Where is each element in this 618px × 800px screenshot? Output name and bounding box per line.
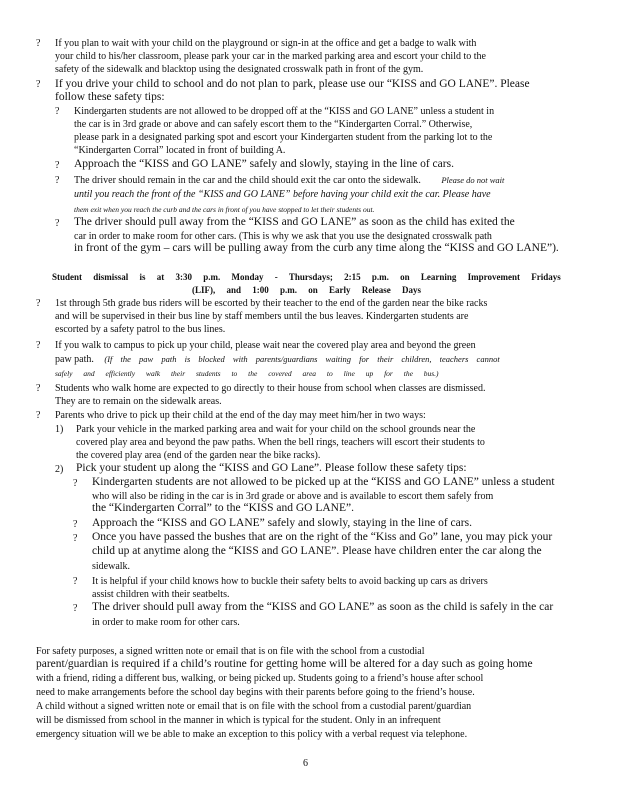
page-number: 6 (303, 758, 308, 769)
text-line: the “Kindergarten Corral” to the “KISS and GO LANE”. (92, 502, 354, 514)
bullet-marker: ? (73, 576, 78, 587)
bullet-marker: ? (36, 383, 41, 394)
text-line: assist children with their seatbelts. (92, 589, 230, 600)
text-line: need to make arrangements before the school day begins with their parents before going to the friend’s house. (36, 687, 475, 698)
bullet-marker: ? (55, 160, 60, 171)
text-line: Park your vehicle in the marked parking area and wait for your child on the school grounds near the (76, 424, 476, 435)
text-line: They are to remain on the sidewalk areas. (55, 396, 222, 407)
text-line-italic: until you reach the front of the “KISS and GO LANE” before having your child exit the car. Please have (74, 189, 491, 200)
text-line: For safety purposes, a signed written note or email that is on file with the school from a custodial (36, 646, 425, 657)
text-line: will be dismissed from school in the manner in which is typical for the student. Only in an infrequent (36, 715, 441, 726)
text-line: safety of the sidewalk and blacktop using the designated crosswalk path in front of the gym. (55, 64, 424, 75)
text-line: child up at anytime along the “KISS and GO LANE”. Please have children enter the car along the (92, 545, 542, 557)
bullet-marker: ? (36, 79, 41, 90)
list-number: 1) (55, 424, 64, 435)
bullet-marker: ? (36, 38, 41, 49)
text-line: It is helpful if your child knows how to buckle their safety belts to avoid backing up cars as drivers (92, 576, 488, 587)
text-line: in order to make room for other cars. (92, 617, 240, 628)
text-line: Students who walk home are expected to go directly to their house from school when classes are dismissed. (55, 383, 486, 394)
text-line: A child without a signed written note or email that is on file with the school from a custodial parent/guardian (36, 701, 472, 712)
list-number: 2) (55, 464, 64, 475)
text-line-italic: them exit when you reach the curb and the cars in front of you have stopped to let their students out. (74, 205, 375, 214)
text-line: please park in a designated parking spot and escort your Kindergarten student from the parking lot to the (74, 132, 493, 143)
text-line: sidewalk. (92, 561, 131, 572)
text-line: Parents who drive to pick up their child at the end of the day may meet him/her in two ways: (55, 410, 426, 421)
text-line: who will also be riding in the car is in 3rd grade or above and is available to escort them safely from (92, 491, 494, 502)
text-line: 1st through 5th grade bus riders will be escorted by their teacher to the end of the garden near the bike racks (55, 298, 488, 309)
bullet-marker: ? (36, 410, 41, 421)
text-line: escorted by a safety patrol to the bus lines. (55, 324, 226, 335)
text-line: “Kindergarten Corral” located in front of building A. (74, 145, 286, 156)
bullet-marker: ? (73, 478, 78, 489)
bullet-marker: ? (73, 603, 78, 614)
text-line: the car is in 3rd grade or above and can safely escort them to the “Kindergarten Corral.” Otherwise, (74, 119, 473, 130)
text-fragment-italic: (If the paw path is blocked with parents/guardians waiting for their children, teachers cannot (104, 354, 500, 364)
text-line: and will be supervised in their bus line by staff members until the bus leaves. Kindergarten students are (55, 311, 469, 322)
text-fragment-italic: Please do not wait (441, 175, 505, 185)
bullet-marker: ? (55, 218, 60, 229)
text-line: If you plan to wait with your child on the playground or sign-in at the office and get a badge to walk with (55, 38, 477, 49)
text-line: Kindergarten students are not allowed to be dropped off at the “KISS and GO LANE” unless a student in (74, 106, 495, 117)
text-line: in front of the gym – cars will be pulling away from the curb any time along the “KISS and GO LANE”). (74, 242, 559, 254)
text-line (55, 354, 500, 365)
text-line: If you walk to campus to pick up your child, please wait near the covered play area and beyond the green (55, 340, 476, 351)
bullet-marker: ? (36, 298, 41, 309)
dismissal-schedule: Student dismissal is at 3:30 p.m. Monday - Thursdays; 2:15 p.m. on Learning Improvement Fridays (52, 272, 561, 282)
text-line: with a friend, riding a different bus, walking, or being picked up. Students going to a friend’s house after school (36, 673, 484, 684)
text-line: Kindergarten students are not allowed to be picked up at the “KISS and GO LANE” unless a student (92, 476, 555, 488)
text-line: your child to his/her classroom, please park your car in the marked parking area and escort your child to the (55, 51, 486, 62)
dismissal-schedule: (LIF), and 1:00 p.m. on Early Release Days (192, 285, 421, 295)
text-line: Once you have passed the bushes that are on the right of the “Kiss and Go” lane, you may pick your (92, 531, 553, 543)
text-fragment: The driver should remain in the car and the child should exit the car onto the sidewalk. (74, 175, 421, 186)
text-line: The driver should pull away from the “KISS and GO LANE” as soon as the child has exited the (74, 216, 515, 228)
text-line: parent/guardian is required if a child’s routine for getting home will be altered for a day such as going home (36, 658, 533, 670)
text-line-italic: safely and efficiently walk their students to the covered area to line up for the bus.) (55, 369, 439, 378)
bullet-marker: ? (73, 533, 78, 544)
text-line: Approach the “KISS and GO LANE” safely and slowly, staying in the line of cars. (92, 517, 472, 529)
bullet-marker: ? (73, 519, 78, 530)
text-line: follow these safety tips: (55, 91, 165, 103)
text-line: car in order to make room for other cars. (This is why we ask that you use the designated crosswalk path (74, 231, 492, 242)
text-line: Pick your student up along the “KISS and GO Lane”. Please follow these safety tips: (76, 462, 467, 474)
text-line: covered play area and beyond the paw paths. When the bell rings, teachers will escort their students to (76, 437, 485, 448)
bullet-marker: ? (55, 106, 60, 117)
text-line: If you drive your child to school and do not plan to park, please use our “KISS and GO LANE”. Please (55, 78, 530, 90)
text-line (74, 175, 504, 186)
text-line: emergency situation will we be able to make an exception to this policy with a verbal request via telephone. (36, 729, 468, 740)
text-fragment: paw path. (55, 354, 94, 365)
bullet-marker: ? (55, 175, 60, 186)
text-line: The driver should pull away from the “KISS and GO LANE” as soon as the child is safely in the car (92, 601, 554, 613)
text-line: Approach the “KISS and GO LANE” safely and slowly, staying in the line of cars. (74, 158, 454, 170)
bullet-marker: ? (36, 340, 41, 351)
text-line: the covered play area (end of the garden near the bike racks). (76, 450, 321, 461)
